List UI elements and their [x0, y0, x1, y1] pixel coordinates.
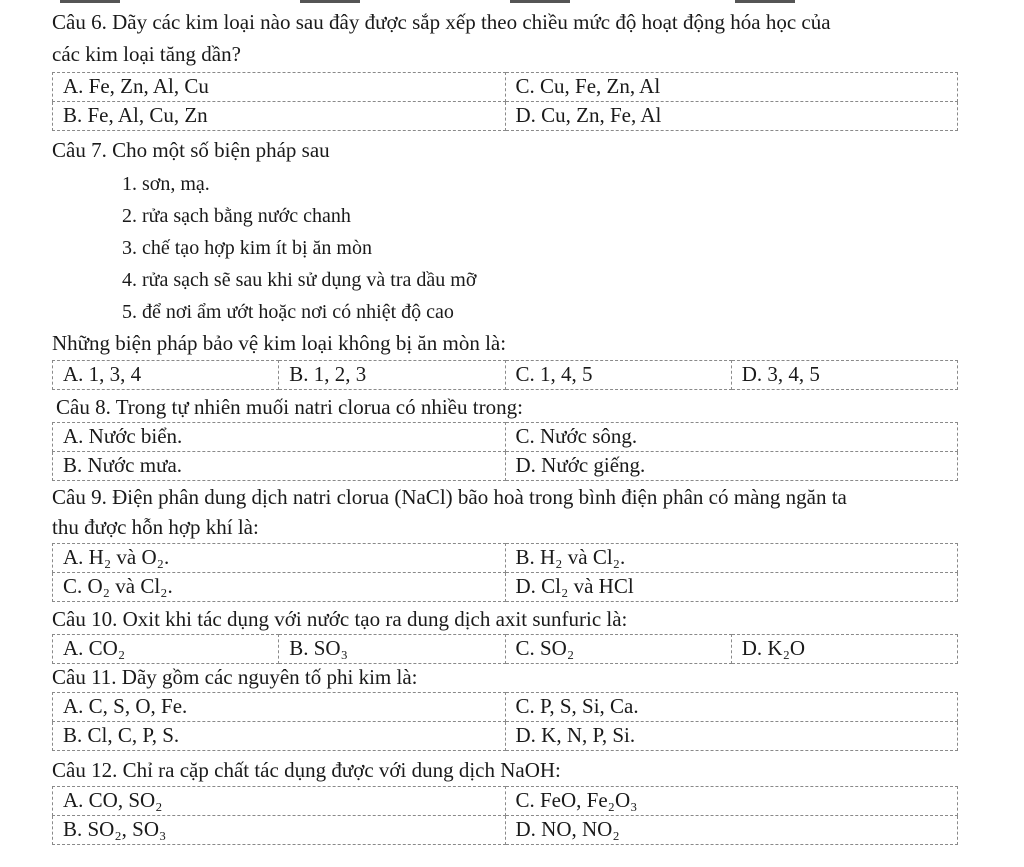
q9-option-d[interactable]: D. Cl₂ và HCl	[505, 573, 958, 602]
q12-option-b[interactable]: B. SO₂, SO₃	[53, 816, 506, 845]
q8-option-a[interactable]: A. Nước biển.	[53, 423, 506, 452]
q6-option-d[interactable]: D. Cu, Zn, Fe, Al	[505, 102, 958, 131]
question-6-stem-line1: Câu 6. Dãy các kim loại nào sau đây được sắp xếp theo chiều mức độ hoạt động hóa học của	[52, 10, 831, 34]
q12-option-c[interactable]: C. FeO, Fe₂O₃	[505, 787, 958, 816]
q7-option-d[interactable]: D. 3, 4, 5	[731, 361, 957, 390]
q7-measure-4: 4. rửa sạch sẽ sau khi sử dụng và tra dầu mỡ	[122, 269, 477, 291]
q9-option-a[interactable]: A. H₂ và O₂.	[53, 544, 506, 573]
q7-measure-5: 5. để nơi ẩm ướt hoặc nơi có nhiệt độ cao	[122, 301, 454, 323]
question-11-stem: Câu 11. Dãy gồm các nguyên tố phi kim là:	[52, 665, 418, 689]
q10-option-c[interactable]: C. SO₂	[505, 635, 731, 664]
question-6-stem-line2: các kim loại tăng dần?	[52, 42, 241, 66]
question-8-options	[52, 422, 958, 481]
q7-measure-1: 1. sơn, mạ.	[122, 173, 210, 195]
q6-option-a[interactable]: A. Fe, Zn, Al, Cu	[53, 73, 506, 102]
q7-option-c[interactable]: C. 1, 4, 5	[505, 361, 731, 390]
q7-measure-3: 3. chế tạo hợp kim ít bị ăn mòn	[122, 237, 372, 259]
question-12-stem: Câu 12. Chỉ ra cặp chất tác dụng được với dung dịch NaOH:	[52, 758, 561, 782]
question-10-options	[52, 634, 958, 664]
q8-option-c[interactable]: C. Nước sông.	[505, 423, 958, 452]
q9-option-b[interactable]: B. H₂ và Cl₂.	[505, 544, 958, 573]
q12-option-d[interactable]: D. NO, NO₂	[505, 816, 958, 845]
q12-option-a[interactable]: A. CO, SO₂	[53, 787, 506, 816]
q8-option-d[interactable]: D. Nước giếng.	[505, 452, 958, 481]
q10-option-a[interactable]: A. CO₂	[53, 635, 279, 664]
question-12-options	[52, 786, 958, 845]
question-7-question: Những biện pháp bảo vệ kim loại không bị ăn mòn là:	[52, 331, 507, 355]
q11-option-b[interactable]: B. Cl, C, P, S.	[53, 722, 506, 751]
question-11-options	[52, 692, 958, 751]
q7-measure-2: 2. rửa sạch bằng nước chanh	[122, 205, 351, 227]
q7-option-b[interactable]: B. 1, 2, 3	[279, 361, 505, 390]
q10-option-d[interactable]: D. K₂O	[731, 635, 957, 664]
question-7-options	[52, 360, 958, 390]
q11-option-c[interactable]: C. P, S, Si, Ca.	[505, 693, 958, 722]
q8-option-b[interactable]: B. Nước mưa.	[53, 452, 506, 481]
q11-option-d[interactable]: D. K, N, P, Si.	[505, 722, 958, 751]
question-8-stem: Câu 8. Trong tự nhiên muối natri clorua có nhiều trong:	[56, 395, 523, 419]
q11-option-a[interactable]: A. C, S, O, Fe.	[53, 693, 506, 722]
question-6-options	[52, 72, 958, 131]
question-7-stem: Câu 7. Cho một số biện pháp sau	[52, 138, 330, 162]
question-9-stem-line2: thu được hỗn hợp khí là:	[52, 515, 259, 539]
q10-option-b[interactable]: B. SO₃	[279, 635, 505, 664]
question-9-options	[52, 543, 958, 602]
q6-option-b[interactable]: B. Fe, Al, Cu, Zn	[53, 102, 506, 131]
q7-option-a[interactable]: A. 1, 3, 4	[53, 361, 279, 390]
q9-option-c[interactable]: C. O₂ và Cl₂.	[53, 573, 506, 602]
q6-option-c[interactable]: C. Cu, Fe, Zn, Al	[505, 73, 958, 102]
question-9-stem-line1: Câu 9. Điện phân dung dịch natri clorua (NaCl) bão hoà trong bình điện phân có màng ngăn ta	[52, 485, 847, 509]
question-10-stem: Câu 10. Oxit khi tác dụng với nước tạo ra dung dịch axit sunfuric là:	[52, 607, 628, 631]
cropped-top-edge	[0, 0, 1024, 4]
